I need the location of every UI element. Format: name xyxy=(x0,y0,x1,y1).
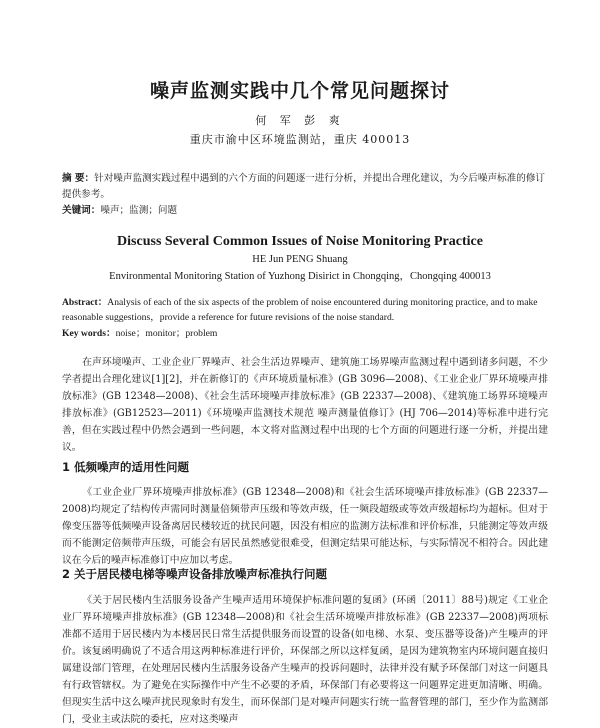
authors-cn: 何 军 彭 爽 xyxy=(255,114,345,127)
affiliation-cn: 重庆市渝中区环境监测站，重庆 400013 xyxy=(189,133,411,146)
keywords-en xyxy=(62,327,548,341)
keywords-en-label: Key words： xyxy=(62,328,116,339)
abstract-en-text: Analysis of each of the six aspects of the problem of noise encountered during monitoring practice, and to make reasonable suggestions，provide a reference for future revisions of the noise standard. xyxy=(62,297,538,323)
abstract-cn-text: 针对噪声监测实践过程中遇到的六个方面的问题逐一进行分析，并提出合理化建议，为今后噪声标准的修订提供参考。 xyxy=(62,173,546,200)
intro-text: 在声环境噪声、工业企业厂界噪声、社会生活边界噪声、建筑施工场界噪声监测过程中遇到诸多问题，不少学者提出合理化建议[1][2]，并在新修订的《声环境质量标准》(GB 3096—2008)、《工业企业厂界环境噪声排放标准》(GB 12348—2008)、《社会生活环境噪声排放标准》(GB 22337—2008)、《建筑施工场界环境噪声排放标准》(GB12523—2011)《环境噪声监测技术规范 噪声测量值修订》(HJ 706—2014)等标准中进行完善，但在实践过程中仍然会遇到一些问题，本文将对监测过程中出现的七个方面的问题进行逐一分析，并提出建议。 xyxy=(62,357,548,453)
section-2-text: 《关于居民楼内生活服务设备产生噪声适用环境保护标准问题的复函》(环函〔2011〕88号)规定《工业企业厂界环境噪声排放标准》(GB 12348—2008)和《社会生活环境噪声排放标准》(GB 22337—2008)两项标准都不适用于居民楼内为本楼居民日常生活提供服务而设置的设备(如电梯、水泵、变压器等设备)产生噪声的评价。该复函明确说了不适合用这两种标准进行评价，环保部之所以这样复函，是因为建筑物室内环境问题直接归属建设部门管理，在处理居民楼内生活服务设备产生噪声的投诉问题时，法律并没有赋予环保部门对这一问题具有行政管辖权。为了避免在实际操作中产生不必要的矛盾，环保部门有必要将这一问题界定进更加清晰、明确。但现实生活中这么噪声扰民现象时有发生，而环保部门是对噪声问题实行统一监督管理的部门，至少作为监测部门，受业主或法院的委托，应对这类噪声 xyxy=(62,595,548,725)
abstract-en-label: Abstract： xyxy=(62,297,108,308)
abstract-en xyxy=(62,296,548,325)
intro-paragraph xyxy=(62,354,548,456)
section-1-heading: 1 低频噪声的适用性问题 xyxy=(62,460,190,474)
keywords-cn xyxy=(62,204,546,218)
section-1-paragraph xyxy=(62,484,548,569)
section-1-text: 《工业企业厂界环境噪声排放标准》(GB 12348—2008)和《社会生活环境噪声排放标准》(GB 22337—2008)均规定了结构传声需同时测量倍频带声压级和等效声级，任一频段超级或等效声级超标均为超标。但对于像变压器等低频噪声设备离居民楼较近的扰民问题，因没有相应的监测方法标准和评价标准，只能测定等效声级而不能测定倍频带声压级，可能会有居民虽然感觉很难受，但测定结果可能达标，与实际情况不相符合。因此建议在今后的噪声标准修订中应加以考虑。 xyxy=(62,487,548,566)
authors-en: HE Jun PENG Shuang xyxy=(252,254,348,265)
section-2-paragraph xyxy=(62,592,548,728)
keywords-cn-label: 关键词： xyxy=(62,205,101,216)
affiliation-en: Environmental Monitoring Station of Yuzhong Disirict in Chongqing，Chongqing 400013 xyxy=(109,271,491,282)
abstract-cn-label: 摘 要： xyxy=(62,173,95,184)
keywords-en-text: noise；monitor；problem xyxy=(115,328,218,339)
abstract-cn xyxy=(62,171,546,203)
paper-title-cn: 噪声监测实践中几个常见问题探讨 xyxy=(149,80,450,102)
section-2-heading: 2 关于居民楼电梯等噪声设备排放噪声标准执行问题 xyxy=(62,567,328,581)
paper-title-en: Discuss Several Common Issues of Noise Monitoring Practice xyxy=(117,234,483,249)
keywords-cn-text: 噪声；监测；问题 xyxy=(100,205,178,216)
